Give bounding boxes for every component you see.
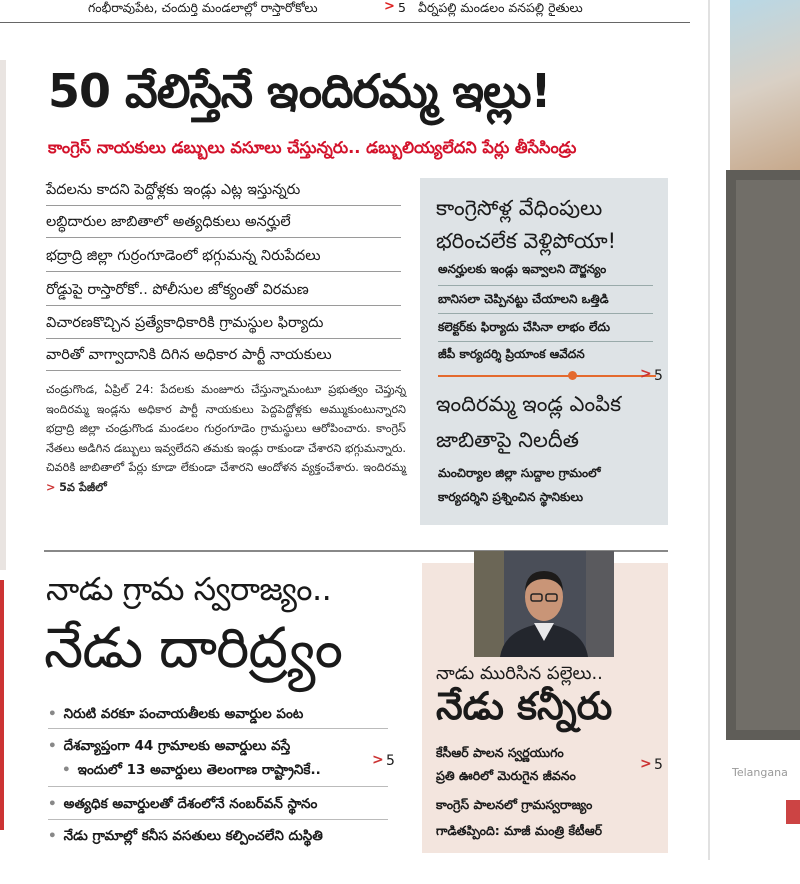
summary-line: భద్రాద్రి జిల్లా గుర్రంగూడెంలో భగ్గుమన్న నిరుపేదలు <box>46 248 401 272</box>
adjacent-page-logo <box>786 800 800 824</box>
page-ref-arrow: > <box>640 366 652 382</box>
bottom-right-page-ref: 5 <box>654 757 663 773</box>
sidebar-story1-line: అనర్హులకు ఇండ్లు ఇవ్వాలని దౌర్జన్యం <box>438 262 607 276</box>
continue-arrow: > <box>46 480 56 494</box>
bullet-item: • దేశవ్యాప్తంగా 44 గ్రామాలకు అవార్డులు వస్తే <box>48 738 290 757</box>
left-edge-red-strip <box>0 580 4 830</box>
sidebar-story1-headline <box>436 192 656 258</box>
top-strip-left-text: గంభీరావుపేట, చందుర్తి మండలాల్లో రాస్తారోకోలు <box>88 0 318 15</box>
body-paragraph: చండ్రుగొండ, ఏప్రిల్ 24: పేదలకు మంజూరు చేస్తున్నామంటూ ప్రభుత్వం చెప్తున్న ఇందిరమ్మ ఇండ్లను అధికార పార్టీ నాయకులు పెద్దపెద్దోళ్లకు అమ్ముకుంటున్నారని భద్రాద్రి జిల్లా చండ్రుగొండ మండలం గుర్రంగూడెం గ్రామస్థులు ఆరోపించారు. కాంగ్రెస్ నేతలు అడిగిన డబ్బులు ఇవ్వలేదని తమకు ఇండ్లు రాకుండా చేశారని భగ్గుమన్నారు. చివరికి జాబితాలో పేర్లు కూడా లేకుండా చేశారని ఆందోళన వ్యక్తంచేశారు. ఇందిరమ్మ <box>46 383 406 475</box>
main-subheadline: కాంగ్రెస్ నాయకులు డబ్బులు వసూలు చేస్తున్నరు.. డబ్బులియ్యలేదని పేర్లు తీసేసిండ్రు <box>48 138 577 157</box>
sidebar-story2-headline <box>436 386 656 458</box>
summary-line: విచారణకొచ్చిన ప్రత్యేకాధికారికి గ్రామస్థుల ఫిర్యాదు <box>46 315 401 339</box>
divider <box>438 285 653 286</box>
bullet-item-continued: • ఇందులో 13 అవార్డులు తెలంగాణ రాష్ట్రానికే.. <box>62 762 321 781</box>
sidebar-page-ref: 5 <box>654 368 663 384</box>
divider <box>48 728 388 729</box>
main-body-text <box>46 380 406 498</box>
bottom-right-line: ప్రతి ఊరిలో మెరుగైన జీవనం <box>436 768 576 783</box>
continued-on-page[interactable]: 5వ పేజీలో <box>59 480 107 494</box>
summary-line: రోడ్డుపై రాస్తారోకో.. పోలీసుల జోక్యంతో విరమణ <box>46 282 401 306</box>
bottom-right-kicker: నాడు మురిసిన పల్లెలు.. <box>436 663 603 684</box>
page-ref-arrow: > <box>384 0 395 14</box>
person-photo <box>474 551 614 657</box>
bottom-right-line: కాంగ్రెస్ పాలనలో గ్రామస్వరాజ్యం <box>436 797 593 812</box>
top-strip-right-text: వీర్నపల్లి మండలం వనపల్లి రైతులు <box>418 0 583 15</box>
orange-rule <box>438 375 656 377</box>
bottom-right-line: గాడితప్పింది: మాజీ మంత్రి కేటీఆర్ <box>436 823 603 838</box>
top-strip-page-ref: 5 <box>398 0 406 15</box>
main-headline: 50 వేలిస్తేనే ఇందిరమ్మ ఇల్లు! <box>48 64 551 118</box>
page-ref-arrow: > <box>640 756 652 772</box>
page-gutter <box>690 0 710 884</box>
sidebar-story2-headline-text: ఇందిరమ్మ ఇండ్ల ఎంపిక జాబితాపై నిలదీత <box>436 392 622 452</box>
bottom-left-headline: నేడు దారిద్ర్యం <box>44 616 342 681</box>
portrait-illustration <box>474 551 614 657</box>
page-ref-arrow: > <box>372 752 384 768</box>
adjacent-page-brand: Telangana <box>732 766 788 779</box>
bottom-right-line: కేసీఆర్ పాలన స్వర్ణయుగం <box>436 745 564 760</box>
bullet-item: • అత్యధిక అవార్డులతో దేశంలోనే నంబర్‌వన్ స్థానం <box>48 796 317 815</box>
sidebar-story2-line: మంచిర్యాల జిల్లా సుద్దాల గ్రామంలో <box>438 466 601 480</box>
divider <box>438 341 653 342</box>
divider <box>48 786 388 787</box>
divider <box>438 313 653 314</box>
sidebar-story1-line: కలెక్టర్‌కు ఫిర్యాదు చేసినా లాభం లేదు <box>438 320 610 334</box>
orange-dot <box>568 371 577 380</box>
bullet-item: • నిరుటి వరకూ పంచాయతీలకు అవార్డుల పంట <box>48 706 303 725</box>
bullet-item: • నేడు గ్రామాల్లో కనీస వసతులు కల్పించలేని దుస్థితి <box>48 828 323 847</box>
adjacent-page-image <box>730 0 800 170</box>
bottom-left-page-ref: 5 <box>386 753 395 769</box>
bottom-right-headline: నేడు కన్నీరు <box>436 684 613 728</box>
sidebar-story1-headline-text: కాంగ్రెసోళ్ల వేధింపులు భరించలేక వెళ్లిపోయా! <box>436 196 616 253</box>
left-edge-strip <box>0 60 6 570</box>
sidebar-story1-line: బానిసలా చెప్పినట్టు చేయాలని ఒత్తిడి <box>438 292 609 306</box>
divider <box>48 819 388 820</box>
sidebar-story2-line: కార్యదర్శిని ప్రశ్నించిన స్థానికులు <box>438 490 584 504</box>
bottom-left-kicker: నాడు గ్రామ స్వరాజ్యం.. <box>46 570 332 608</box>
adjacent-page-ad-inner <box>736 180 800 730</box>
summary-line: పేదలను కాదని పెద్దోళ్లకు ఇండ్లు ఎట్ల ఇస్తున్నరు <box>46 182 401 206</box>
summary-line: లబ్ధిదారుల జాబితాలో అత్యధికులు అనర్హులే <box>46 214 401 238</box>
summary-line: వారితో వాగ్వాదానికి దిగిన అధికార పార్టీ నాయకులు <box>46 347 401 371</box>
sidebar-story1-line: జీపీ కార్యదర్శి ప్రియాంక ఆవేదన <box>438 347 585 361</box>
